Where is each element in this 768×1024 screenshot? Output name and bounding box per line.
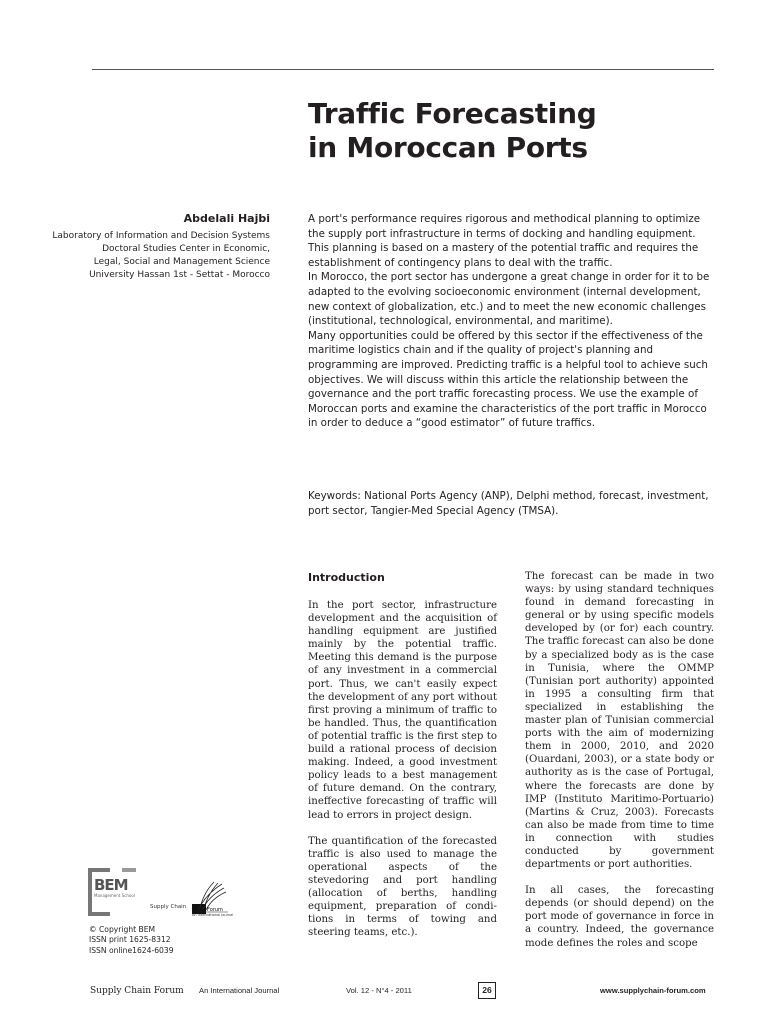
svg-text:Forum: Forum <box>207 907 223 913</box>
body-paragraph: The quantification of the forecasted traffic is also used to manage the operational aspects of the stevedoring and port handling (allocation of berths, handling equipment, preparation of condi-tions in terms of towing and steering teams, etc.). <box>308 835 497 939</box>
copyright-line: © Copyright BEM <box>89 925 156 934</box>
footer-journal-subtitle: An International Journal <box>199 986 280 995</box>
author-name: Abdelali Hajbi <box>183 212 270 225</box>
header-rule <box>92 69 714 70</box>
title-line: Traffic Forecasting <box>308 97 597 130</box>
footer-volume: Vol. 12 - N°4 - 2011 <box>346 986 412 995</box>
body-paragraph: The forecast can be made in two ways: by using standard techniques found in demand forecasting in general or by using specific models developed by (or for) each country. The traffic forecast can also be done by a specialized body as is the case in Tunisia, where the OMMP (Tunisian port authority) appointed in 1995 a consulting firm that specialized in establishing the master plan of Tunisian commercial ports with the aim of modernizing them in 2000, 2010, and 2020 (Ouardani, 2003), or a state body or authority as is the case of Portugal, where the forecasts are done by IMP (Instituto Maritimo-Portuario) (Martins & Cruz, 2003). Forecasts can also be made from time to time in connection with studies conducted by government departments or port authorities. <box>525 571 714 871</box>
introduction-heading: Introduction <box>308 571 385 584</box>
title-line: in Moroccan Ports <box>308 131 588 164</box>
scf-logo-label: Supply Chain <box>150 904 187 910</box>
footer-url[interactable]: www.supplychain-forum.com <box>600 986 706 995</box>
affiliation-line: University Hassan 1st - Settat - Morocco <box>89 270 270 280</box>
affiliation-line: Laboratory of Information and Decision Systems <box>52 231 270 241</box>
publisher-logos <box>86 866 246 922</box>
scf-logo-subtitle: An International Journal <box>192 913 234 917</box>
bem-logo-text: BEM <box>94 876 128 894</box>
bem-logo-subtitle: Management School <box>94 893 135 898</box>
abstract-paragraph: Many opportunities could be offered by this sector if the effectiveness of the maritime logistics chain and if the quality of project's planning and programming are improved. Predicting traffic is a helpful tool to achieve such objectives. We will discuss within this article the relationship between the governance and the port traffic forecasting process. We use the example of Moroccan ports and examine the characteristics of the port traffic in Morocco in order to deduce a “good estimator” of future traffics. <box>308 329 708 430</box>
article-title <box>308 97 728 165</box>
copyright-block <box>89 925 174 956</box>
abstract-paragraph: A port's performance requires rigorous and methodical planning to optimize the supply port infrastructure in terms of docking and handling equipment. This planning is based on a mastery of the potential traffic and requires the establishment of contingency plans to deal with the traffic. <box>308 213 701 269</box>
page-number: 26 <box>478 982 496 999</box>
author-affiliation <box>20 230 270 282</box>
body-column-left <box>308 599 497 939</box>
scf-logo <box>192 880 228 914</box>
affiliation-line: Doctoral Studies Center in Economic, <box>102 244 270 254</box>
issn-online: ISSN online1624-6039 <box>89 945 174 955</box>
footer-journal-name: Supply Chain Forum <box>90 986 184 996</box>
body-paragraph: In all cases, the forecasting depends (or should depend) on the port mode of governance in force in a country. Indeed, the governance mode defines the roles and scope <box>525 885 714 949</box>
abstract <box>308 212 713 431</box>
abstract-paragraph: In Morocco, the port sector has undergone a great change in order for it to be adapted to the evolving socioeconomic environment (internal development, new context of globalization, etc.) and to meet the new economic challenges (institutional, technological, environmental, and maritime). <box>308 271 710 328</box>
body-column-right <box>525 570 714 950</box>
body-paragraph: In the port sector, infrastructure development and the acquisition of handling equipment are justified mainly by the potential traffic. Meeting this demand is the purpose of any investment in a commercial port. Thus, we can't easily expect the development of any port without first proving a minimum of traffic to be handled. Thus, the quantification of potential traffic is the first step to build a rational process of decision making. Indeed, a good investment policy leads to a best management of future demand. On the contrary, ineffective forecasting of traffic will lead to errors in project design. <box>308 600 497 821</box>
affiliation-line: Legal, Social and Management Science <box>93 257 270 267</box>
issn-print: ISSN print 1625-8312 <box>89 935 171 945</box>
keywords: Keywords: National Ports Agency (ANP), Delphi method, forecast, investment, port sector, Tangier-Med Special Agency (TMSA). <box>308 490 709 517</box>
